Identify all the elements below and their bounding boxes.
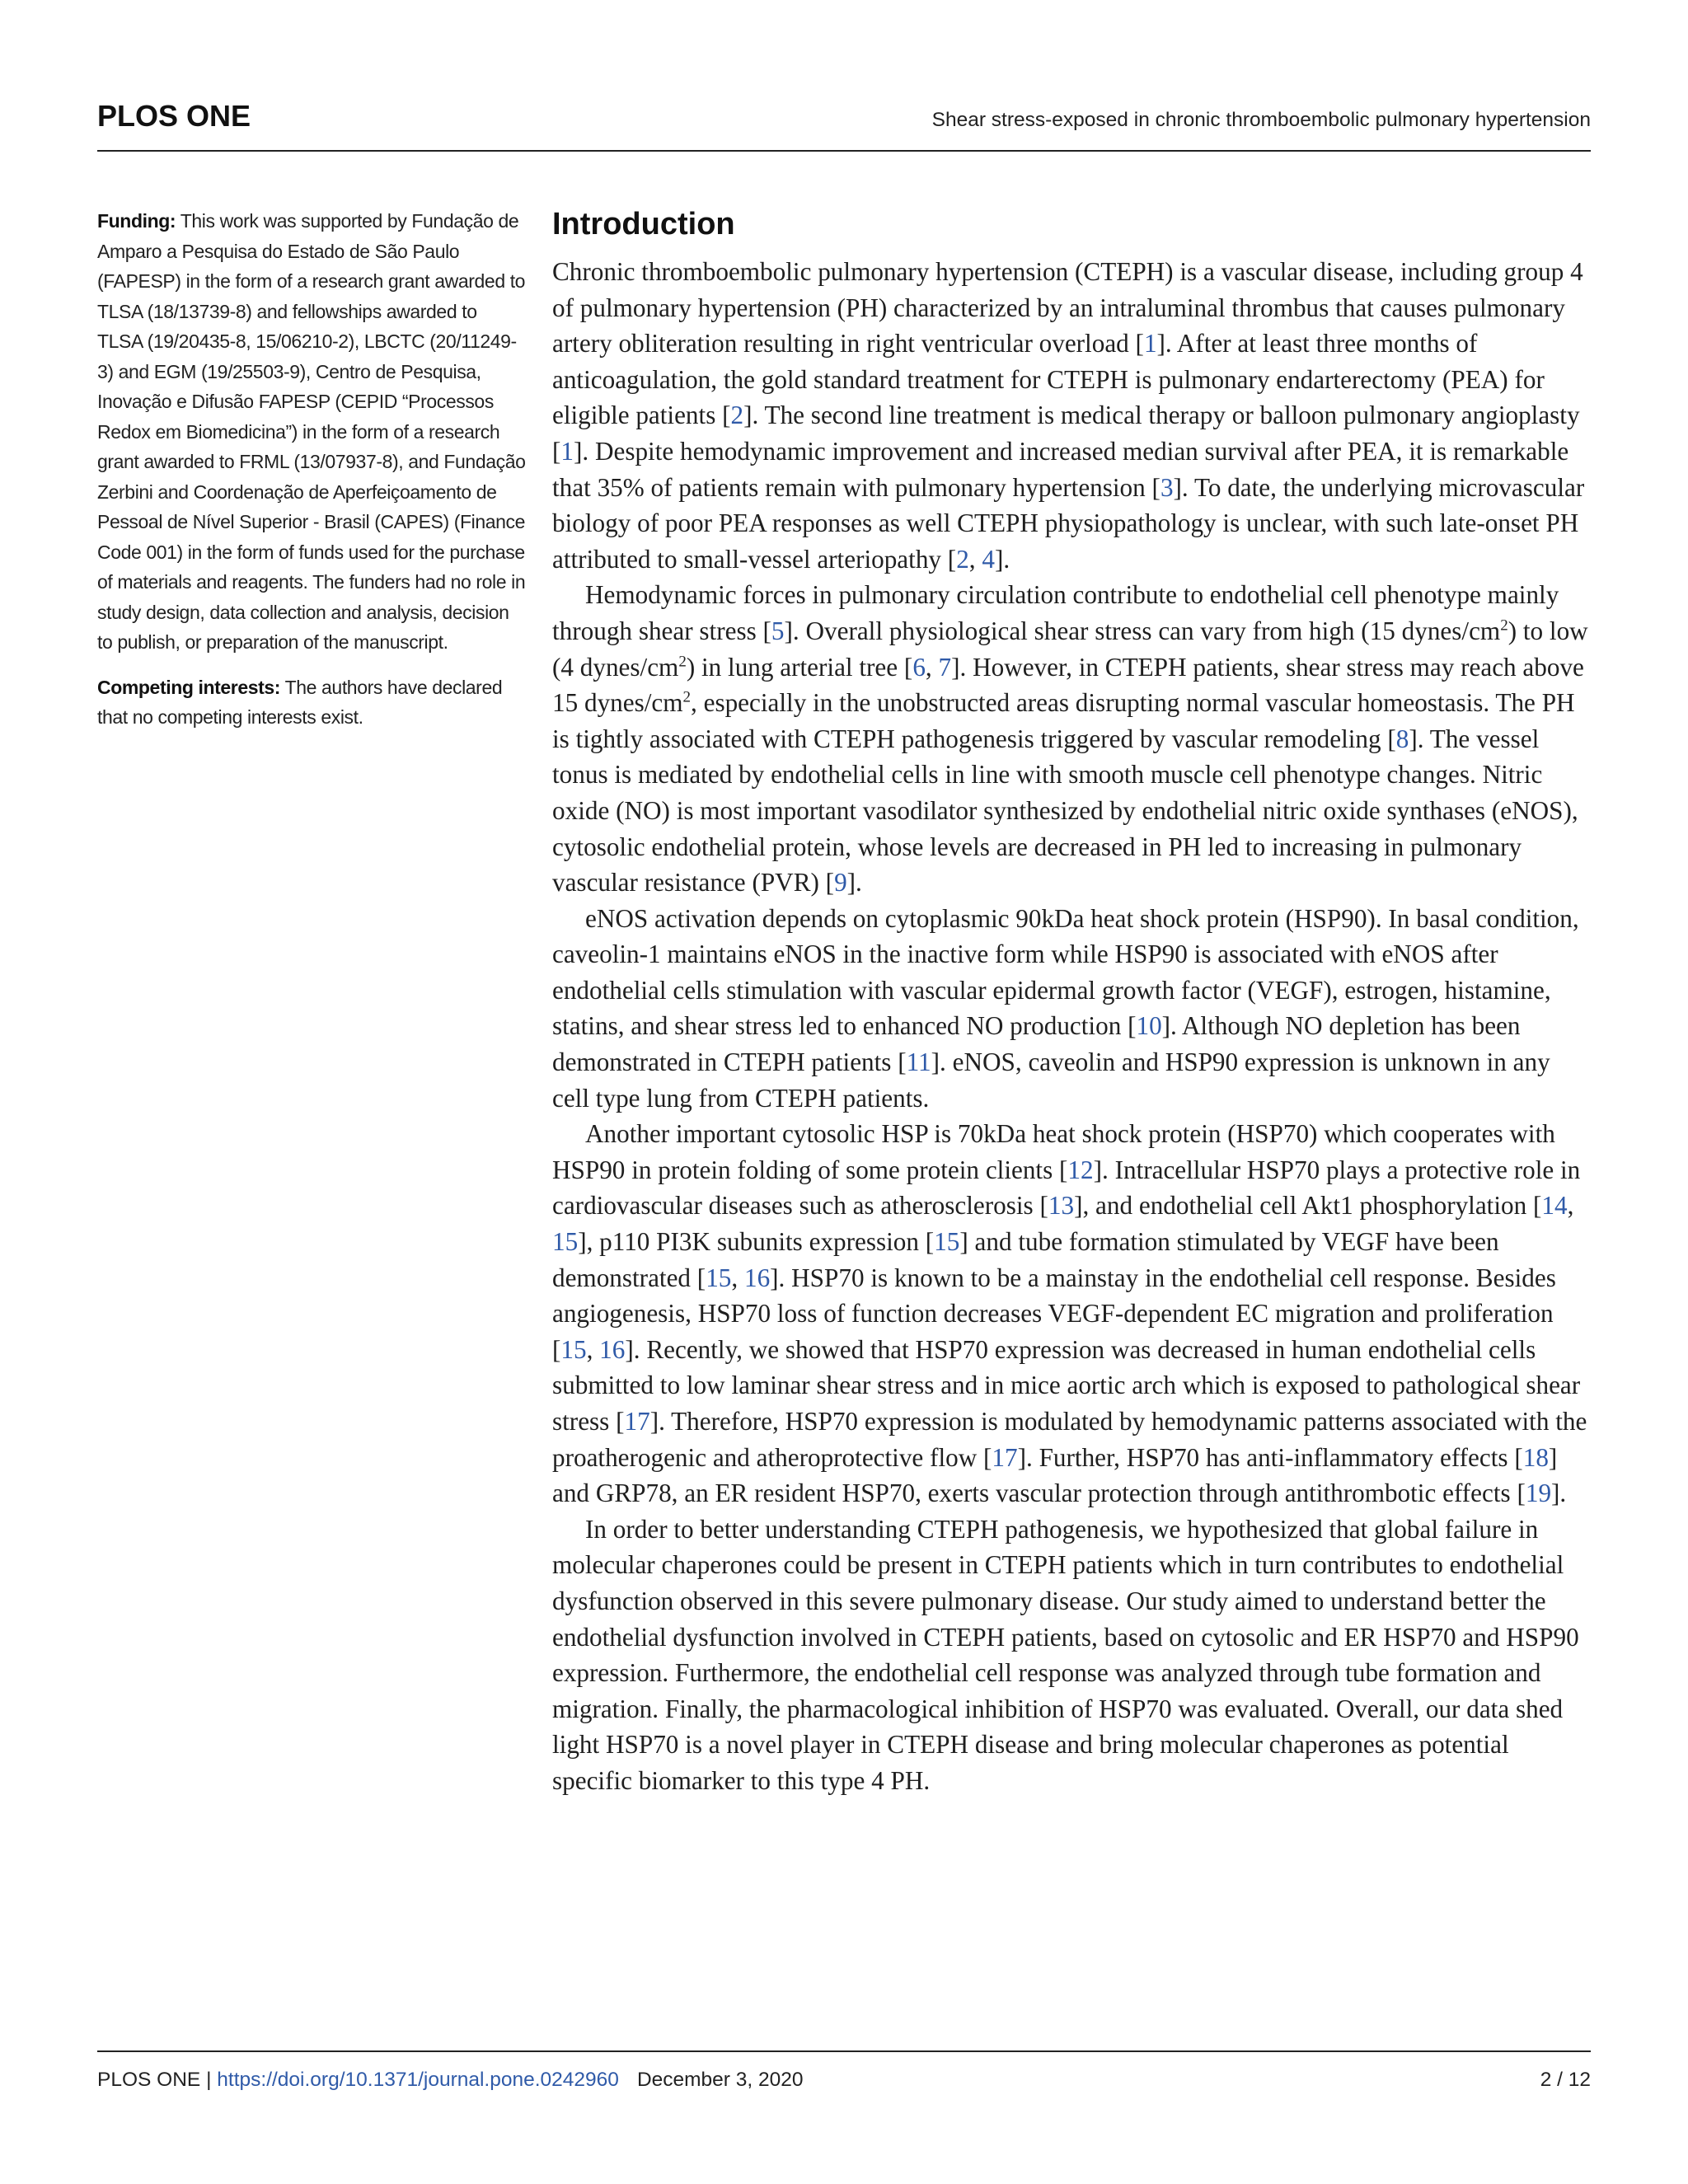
text: , especially in the unobstructed areas disrupting normal vascular homeostasis. The PH is tightly associated with CTEPH pathogenesis triggered by vascular remodeling [ bbox=[552, 688, 1575, 753]
citation-link[interactable]: 8 bbox=[1395, 724, 1409, 753]
text: ], and endothelial cell Akt1 phosphorylation [ bbox=[1074, 1191, 1542, 1221]
superscript: 2 bbox=[678, 653, 687, 671]
citation-link[interactable]: 2 bbox=[730, 401, 744, 430]
text: ) in lung arterial tree [ bbox=[686, 652, 913, 682]
citation-link[interactable]: 10 bbox=[1136, 1011, 1162, 1041]
paragraph-5: In order to better understanding CTEPH pathogenesis, we hypothesized that global failure in molecular chaperones could be present in CTEPH patients which in turn contributes to endothelial dysfunction observed in this severe pulmonary disease. Our study aimed to understand better the endothelial dysfunction involved in CTEPH patients, based on cytosolic and ER HSP70 and HSP90 expression. Furthermore, the endothelial cell response was analyzed through tube formation and migration. Finally, the pharmacological inhibition of HSP70 was evaluated. Overall, our data shed light HSP70 is a novel player in CTEPH disease and bring molecular chaperones as potential specific biomarker to this type 4 PH. bbox=[552, 1514, 1579, 1795]
citation-link[interactable]: 16 bbox=[599, 1334, 626, 1364]
citation-link[interactable]: 15 bbox=[560, 1334, 587, 1364]
text: , bbox=[925, 652, 939, 682]
funding-label: Funding: bbox=[97, 210, 176, 232]
page-number: 2 / 12 bbox=[1540, 2069, 1591, 2091]
citation-link[interactable]: 19 bbox=[1525, 1479, 1552, 1508]
citation-link[interactable]: 15 bbox=[552, 1227, 579, 1257]
text: ]. eNOS, caveolin and HSP90 expression is unknown in any cell type lung from CTEPH patients. bbox=[552, 1047, 1550, 1113]
paragraph-4 bbox=[552, 1116, 1592, 1511]
citation-link[interactable]: 1 bbox=[560, 436, 574, 466]
funding-statement bbox=[97, 206, 526, 658]
text: ]. Although NO depletion has been demonstrated in CTEPH patients [ bbox=[552, 1011, 1521, 1077]
text: eNOS activation depends on cytoplasmic 90kDa heat shock protein (HSP90). In basal condition, caveolin-1 maintains eNOS in the inactive form while HSP90 is associated with eNOS after endothelial cells stimulation with vascular epidermal growth factor (VEGF), estrogen, histamine, statins, and shear stress led to enhanced NO production [ bbox=[552, 903, 1579, 1041]
main-column bbox=[552, 203, 1592, 1799]
text: ]. Intracellular HSP70 plays a protective role in cardiovascular diseases such as atherosclerosis [ bbox=[552, 1155, 1581, 1221]
sidebar bbox=[97, 206, 526, 748]
text: , bbox=[731, 1263, 744, 1292]
text: ]. Further, HSP70 has anti-inflammatory effects [ bbox=[1017, 1442, 1523, 1472]
publication-date: December 3, 2020 bbox=[636, 2069, 804, 2091]
text: , bbox=[968, 544, 982, 574]
citation-link[interactable]: 9 bbox=[834, 868, 847, 898]
citation-link[interactable]: 16 bbox=[743, 1263, 771, 1292]
citation-link[interactable]: 3 bbox=[1160, 472, 1174, 502]
text: ]. To date, the underlying microvascular biology of poor PEA responses as well CTEPH physiopathology is unclear, with such late-onset PH attributed to small-vessel arteriopathy [ bbox=[552, 472, 1585, 574]
footer-separator: | bbox=[206, 2069, 212, 2091]
page-footer bbox=[97, 2050, 1591, 2102]
text: ] and tube formation stimulated by VEGF have been demonstrated [ bbox=[552, 1227, 1499, 1292]
citation-link[interactable]: 17 bbox=[992, 1442, 1018, 1472]
superscript: 2 bbox=[1500, 616, 1508, 635]
doi-link[interactable]: https://doi.org/10.1371/journal.pone.0242960 bbox=[217, 2069, 619, 2091]
citation-link[interactable]: 14 bbox=[1541, 1191, 1568, 1221]
text: ] and GRP78, an ER resident HSP70, exerts vascular protection through antithrombotic effects [ bbox=[552, 1442, 1558, 1508]
text: ]. However, in CTEPH patients, shear stress may reach above 15 dynes/cm bbox=[552, 652, 1584, 718]
superscript: 2 bbox=[682, 688, 692, 706]
text: ]. Therefore, HSP70 expression is modulated by hemodynamic patterns associated with the proatherogenic and atheroprotective flow [ bbox=[552, 1407, 1587, 1472]
text: ], p110 PI3K subunits expression [ bbox=[578, 1227, 935, 1257]
text: ]. After at least three months of anticoagulation, the gold standard treatment for CTEPH is pulmonary endarterectomy (PEA) for eligible patients [ bbox=[552, 329, 1545, 430]
citation-link[interactable]: 11 bbox=[906, 1047, 931, 1077]
text: ]. The second line treatment is medical therapy or balloon pulmonary angioplasty [ bbox=[552, 401, 1580, 466]
section-title: Introduction bbox=[552, 207, 735, 241]
text: ]. bbox=[994, 544, 1010, 574]
citation-link[interactable]: 2 bbox=[956, 544, 969, 574]
citation-link[interactable]: 5 bbox=[771, 616, 785, 645]
text: ]. The vessel tonus is mediated by endothelial cells in line with smooth muscle cell phenotype changes. Nitric oxide (NO) is most important vasodilator synthesized by endothelial nitric oxide synthases (eNOS), cytosolic endothelial protein, whose levels are decreased in PH led to increasing in pulmonary vascular resistance (PVR) [ bbox=[552, 724, 1578, 898]
text: ]. Recently, we showed that HSP70 expression was decreased in human endothelial cells submitted to low laminar shear stress and in mice aortic arch which is exposed to pathological shear stress [ bbox=[552, 1334, 1581, 1436]
funding-text: This work was supported by Fundação de Amparo a Pesquisa do Estado de São Paulo (FAPESP) in the form of a research grant awarded to TLSA (18/13739-8) and fellowships awarded to TLSA (19/20435-8, 15/06210-2), LBCTC (20/11249-3) and EGM (19/25503-9), Centro de Pesquisa, Inovação e Difusão FAPESP (CEPID “Processos Redox em Biomedicina”) in the form of a research grant awarded to FRML (13/07937-8), and Fundação Zerbini and Coordenação de Aperfeiçoamento de Pessoal de Nível Superior - Brasil (CAPES) (Finance Code 001) in the form of funds used for the purchase of materials and reagents. The funders had no role in study design, data collection and analysis, decision to publish, or preparation of the manuscript. bbox=[97, 210, 526, 653]
citation-link[interactable]: 6 bbox=[912, 652, 926, 682]
paragraph-3 bbox=[552, 901, 1592, 1117]
competing-interests-text: The authors have declared that no competing interests exist. bbox=[97, 676, 503, 728]
citation-link[interactable]: 13 bbox=[1048, 1191, 1075, 1221]
paragraph-2 bbox=[552, 577, 1592, 900]
text: ]. bbox=[1551, 1479, 1567, 1508]
text: ]. Overall physiological shear stress can vary from high (15 dynes/cm bbox=[784, 616, 1501, 645]
text: Another important cytosolic HSP is 70kDa heat shock protein (HSP70) which cooperates with HSP90 in protein folding of some protein clients [ bbox=[552, 1119, 1555, 1184]
text: Hemodynamic forces in pulmonary circulation contribute to endothelial cell phenotype mainly through shear stress [ bbox=[552, 580, 1559, 645]
page-header bbox=[97, 97, 1591, 152]
citation-link[interactable]: 15 bbox=[706, 1263, 732, 1292]
citation-link[interactable]: 4 bbox=[982, 544, 995, 574]
text: ]. HSP70 is known to be a mainstay in the endothelial cell response. Besides angiogenesis, HSP70 loss of function decreases VEGF-dependent EC migration and proliferation [ bbox=[552, 1263, 1556, 1364]
text: , bbox=[586, 1334, 600, 1364]
text: ) to low (4 dynes/cm bbox=[552, 616, 1588, 682]
competing-interests-label: Competing interests: bbox=[97, 676, 281, 698]
citation-link[interactable]: 15 bbox=[934, 1227, 960, 1257]
competing-interests-statement bbox=[97, 673, 526, 733]
text: Chronic thromboembolic pulmonary hypertension (CTEPH) is a vascular disease, including group 4 of pulmonary hypertension (PH) characterized by an intraluminal thrombus that causes pulmonary artery obliteration resulting in right ventricular overload [ bbox=[552, 257, 1583, 359]
journal-name: PLOS ONE bbox=[97, 99, 251, 133]
paragraph-1 bbox=[552, 254, 1592, 577]
citation-link[interactable]: 1 bbox=[1143, 329, 1157, 359]
citation-link[interactable]: 7 bbox=[938, 652, 952, 682]
text: ]. bbox=[846, 868, 862, 898]
footer-citation bbox=[97, 2069, 804, 2092]
citation-link[interactable]: 12 bbox=[1067, 1155, 1094, 1184]
text: ]. Despite hemodynamic improvement and increased median survival after PEA, it is remarkable that 35% of patients remain with pulmonary hypertension [ bbox=[552, 436, 1569, 502]
running-title: Shear stress-exposed in chronic thromboembolic pulmonary hypertension bbox=[931, 109, 1591, 131]
text: , bbox=[1567, 1191, 1574, 1221]
citation-link[interactable]: 18 bbox=[1522, 1442, 1549, 1472]
citation-link[interactable]: 17 bbox=[624, 1407, 650, 1436]
footer-journal: PLOS ONE bbox=[97, 2069, 201, 2091]
